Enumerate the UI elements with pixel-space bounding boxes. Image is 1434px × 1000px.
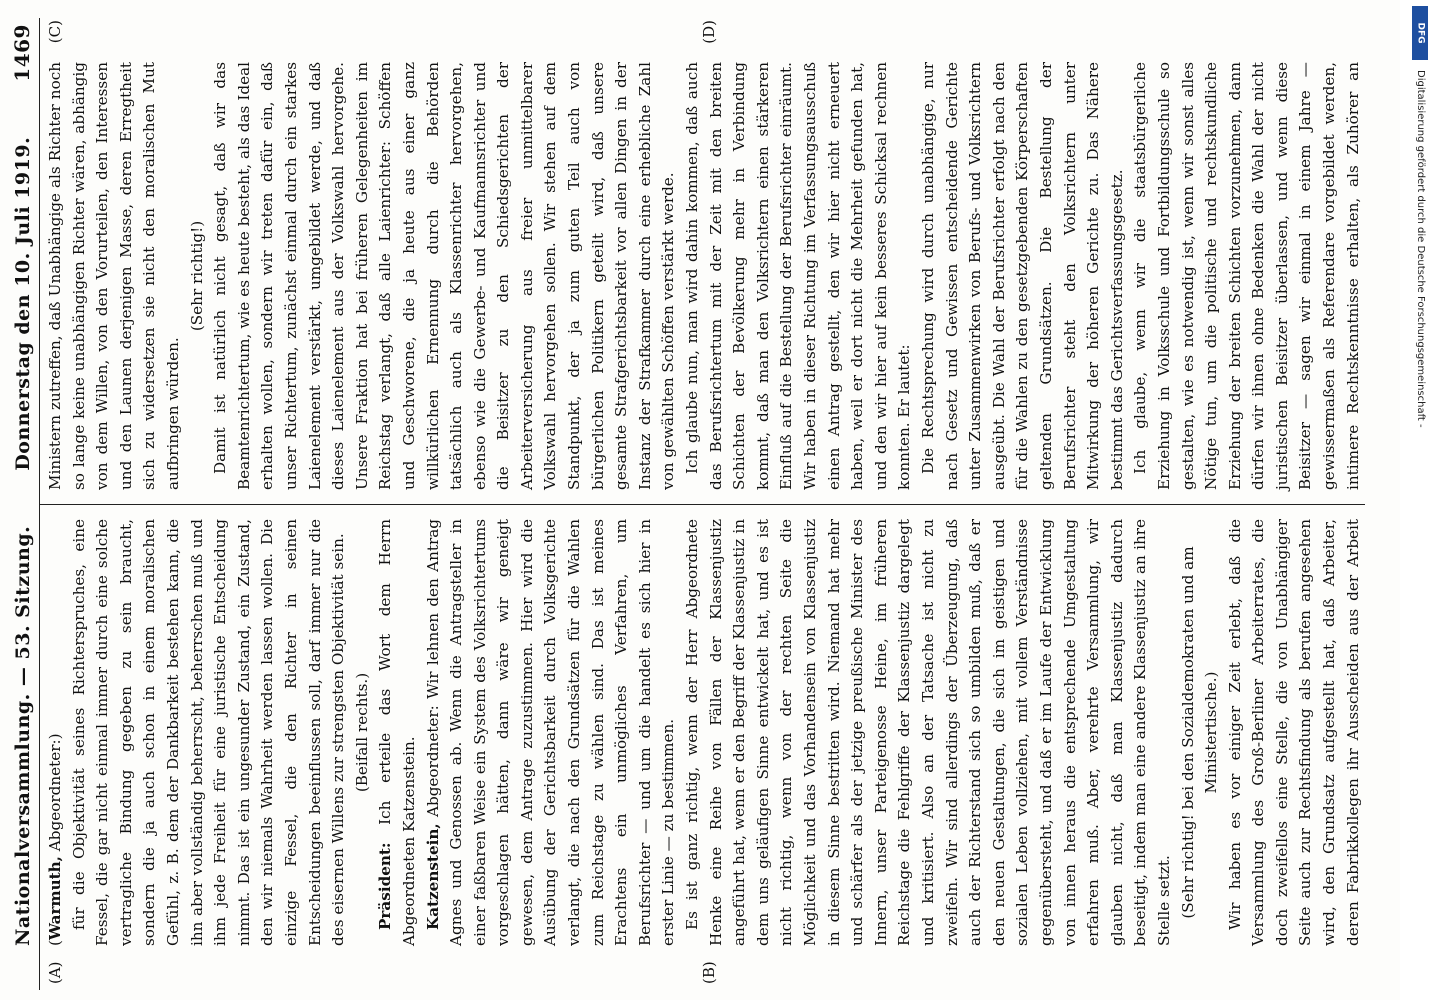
margin-marker-b: (B): [700, 961, 718, 984]
paragraph: Ministern zutreffen, daß Unabhängige als Richter noch so lange keine unabhängigen Richter wären, abhängig von dem Willen, von den Vorurteilen, den Interessen und den Launen derjenigen Masse, deren Erregtheit sich zu widersetzen sie nicht den moralischen Mut aufbringen würden.: [46, 62, 182, 490]
speech-text: Abgeordneter: Wir lehnen den Antrag Agnes und Genossen ab. Wenn die Antragsteller in einer faßbaren Weise ein System des Volksrichtertums vorgeschlagen hätten, dann wäre wir geneigt gewesen, dem Antrage zuzustimmen. Hier wird die Ausübung der Gerichtsbarkeit durch Volksgerichte verlangt, die nach den Grundsätzen für die Wahlen zum Reichstage zu wählen sind. Das ist meines Erachtens ein unmögliches Verfahren, um Berufsrichter — und um die handelt es sich hier in erster Linie — zu bestimmen.: [423, 519, 678, 946]
paragraph: Ich glaube nun, man wird dahin kommen, daß auch das Berufsrichtertum mit der Zeit mit den breiten Schichten der Bevölkerung mehr in Verbindung kommt, daß man den Volksrichtern einen stärkeren Einfluß auf die Bestellung der Berufsrichter einräumt. Wir haben in dieser Richtung im Verfassungsausschuß einen Antrag gestellt, den wir hier nicht erneuert haben, weil er dort nicht die Mehrheit gefunden hat, und den wir hier auf kein besseres Schicksal rechnen konnten. Er lautet:: [683, 62, 914, 490]
president-text: Ich erteile das Wort dem Herrn Abgeordneten Katzenstein.: [376, 519, 418, 946]
dfg-logo: DFG: [1412, 6, 1428, 60]
right-column: [40, 18, 1365, 504]
applause-note: (Beifall rechts.): [352, 672, 371, 793]
page-number: 1469: [10, 24, 34, 82]
header-center: Donnerstag den 10. Juli 1919.: [12, 136, 34, 471]
paragraph: Es ist ganz richtig, wenn der Herr Abgeordnete Henke eine Reihe von Fällen der Klassenjustiz angeführt hat, wenn er den Begriff der Klassenjustiz in dem uns geläufigen Sinne entwickelt hat, und es ist nicht richtig, wenn von der rechten Seite die Möglichkeit und das Vorhandensein von Klassenjustiz in diesem Sinne bestritten wird. Niemand hat mehr und schärfer als der jetzige preußische Minister des Innern, unser Parteigenosse Heine, im früheren Reichstage die Fehlgriffe der Klassenjustiz dargelegt und kritisiert. Also an der Tatsache ist nicht zu zweifeln. Wir sind allerdings der Überzeugung, daß auch der Richterstand sich so umbilden muß, daß er den neuen Gestaltungen, die sich im geistigen und sozialen Leben vollziehen, mit vollem Verständnisse gegenübersteht, und daß er im Laufe der Entwicklung von innen heraus die entsprechende Umgestaltung erfahren muß. Aber, verehrte Versammlung, wir glauben nicht, daß man Klassenjustiz dadurch beseitigt, indem man eine andere Klassenjustiz an ihre Stelle setzt.: [683, 519, 1173, 946]
margin-marker-d: (D): [700, 20, 718, 44]
text-columns: [40, 18, 1365, 990]
dfg-credit-text: Digitalisierung gefördert durch die Deutsche Forschungsgemeinschaft -: [1415, 70, 1426, 428]
applause-note: (Sehr richtig!): [187, 220, 206, 332]
speaker-role: Abgeordneter:): [46, 733, 64, 857]
paragraph: Wir haben es vor einiger Zeit erlebt, daß die Versammlung des Groß-Berliner Arbeiterrates, die doch zweifellos eine Stelle, die von Unabhängiger Seite auch zur Rechtsfindung als berufen angesehen wird, den Grundsatz aufgestellt hat, daß Arbeiter, deren Fabrikkollegen ihr Ausscheiden aus der Arbeit: [1225, 519, 1362, 946]
paragraph: [374, 519, 421, 946]
paragraph: [422, 519, 682, 946]
speaker-name: Katzenstein,: [423, 823, 442, 930]
page-header: [10, 18, 40, 990]
paragraph: für die Objektivität seines Richterspruches, eine Fessel, die gar nicht einmal immer durch eine solche vertragliche Bindung gegeben zu sein braucht, sondern die ja auch schon in einem moralischen Gefühl, z. B. dem der Dankbarkeit bestehen kann, die ihn aber vollständig beherrscht, beherrschen muß und ihm jede Freiheit für eine juristische Entscheidung nimmt. Das ist ein ungesunder Zustand, ein Zustand, den wir niemals Wahrheit werden lassen wollen. Die einzige Fessel, die den Richter in seinen Entscheidungen beeinflussen soll, darf immer nur die des eisernen Willens zur strengsten Objektivität sein.: [69, 519, 348, 946]
paragraph: Ich glaube, wenn wir die staatsbürgerliche Erziehung in Volksschule und Fortbildungsschule so gestalten, wie es notwendig ist, wenn wir sonst alles Nötige tun, um die politische und rechtskundliche Erziehung der breiten Schichten vorzunehmen, dann dürfen wir ihnen ohne Bedenken die Wahl der nicht juristischen Beisitzer überlassen, und wenn diese Beisitzer — sagen wir einmal in einem Jahre — gewissermaßen als Referendare vorgebildet werden, intimere Rechtskenntnisse erhalten, als Zuhörer an: [1131, 62, 1362, 490]
president-label: Präsident:: [376, 842, 395, 930]
margin-marker-a: (A): [46, 961, 64, 984]
header-left: Nationalversammlung. — 53. Sitzung.: [12, 525, 34, 946]
interjection-note: (Sehr richtig! bei den Sozialdemokraten und am Ministertische.): [1178, 546, 1221, 919]
paragraph: (Warmuth, Abgeordneter:): [46, 733, 64, 946]
quoted-motion: Die Rechtsprechung wird durch unabhängige, nur nach Gesetz und Gewissen entscheidende Gerichte unter Zusammenwirken von Berufs- und Volksrichtern ausgeübt. Die Wahl der Berufsrichter erfolgt nach den für die Wahlen zu den gesetzgebenden Körperschaften geltenden Grundsätzen. Die Bestellung der Berufsrichter steht den Volksrichtern unter Mitwirkung der höheren Gerichte zu. Das Nähere bestimmt das Gerichtsverfassungsgesetz.: [918, 62, 1126, 490]
speaker-name: Warmuth,: [46, 856, 64, 941]
left-column: [40, 504, 1365, 990]
dfg-side-strip: [1400, 0, 1434, 1000]
paragraph: Damit ist natürlich nicht gesagt, daß wir das Beamtenrichtertum, wie es heute besteht, als das Ideal erhalten wollen, sondern wir treten dafür ein, daß unser Richtertum, zunächst einmal durch ein starkes Laienelement verstärkt, umgebildet werde, und daß dieses Laienelement aus der Volkswahl hervorgehe. Unsere Fraktion hat bei früheren Gelegenheiten im Reichstag verlangt, daß alle Laienrichter: Schöffen und Geschworene, die ja heute aus einer ganz willkürlichen Ernennung durch die Behörden tatsächlich auch als Klassenrichter hervorgehen, ebenso wie die Gewerbe- und Kaufmannsrichter und die Beisitzer zu den Schiedsgerichten der Arbeiterversicherung aus freier unmittelbarer Volkswahl hervorgehen sollen. Wir stehen auf dem Standpunkt, der ja zum guten Teil auch von bürgerlichen Politikern geteilt wird, daß unsere gesamte Strafgerichtsbarkeit vor allen Dingen in der Instanz der Strafkammer durch eine erhebliche Zahl von gewählten Schöffen verstärkt werde.: [211, 62, 678, 490]
margin-marker-c: (C): [46, 20, 64, 44]
